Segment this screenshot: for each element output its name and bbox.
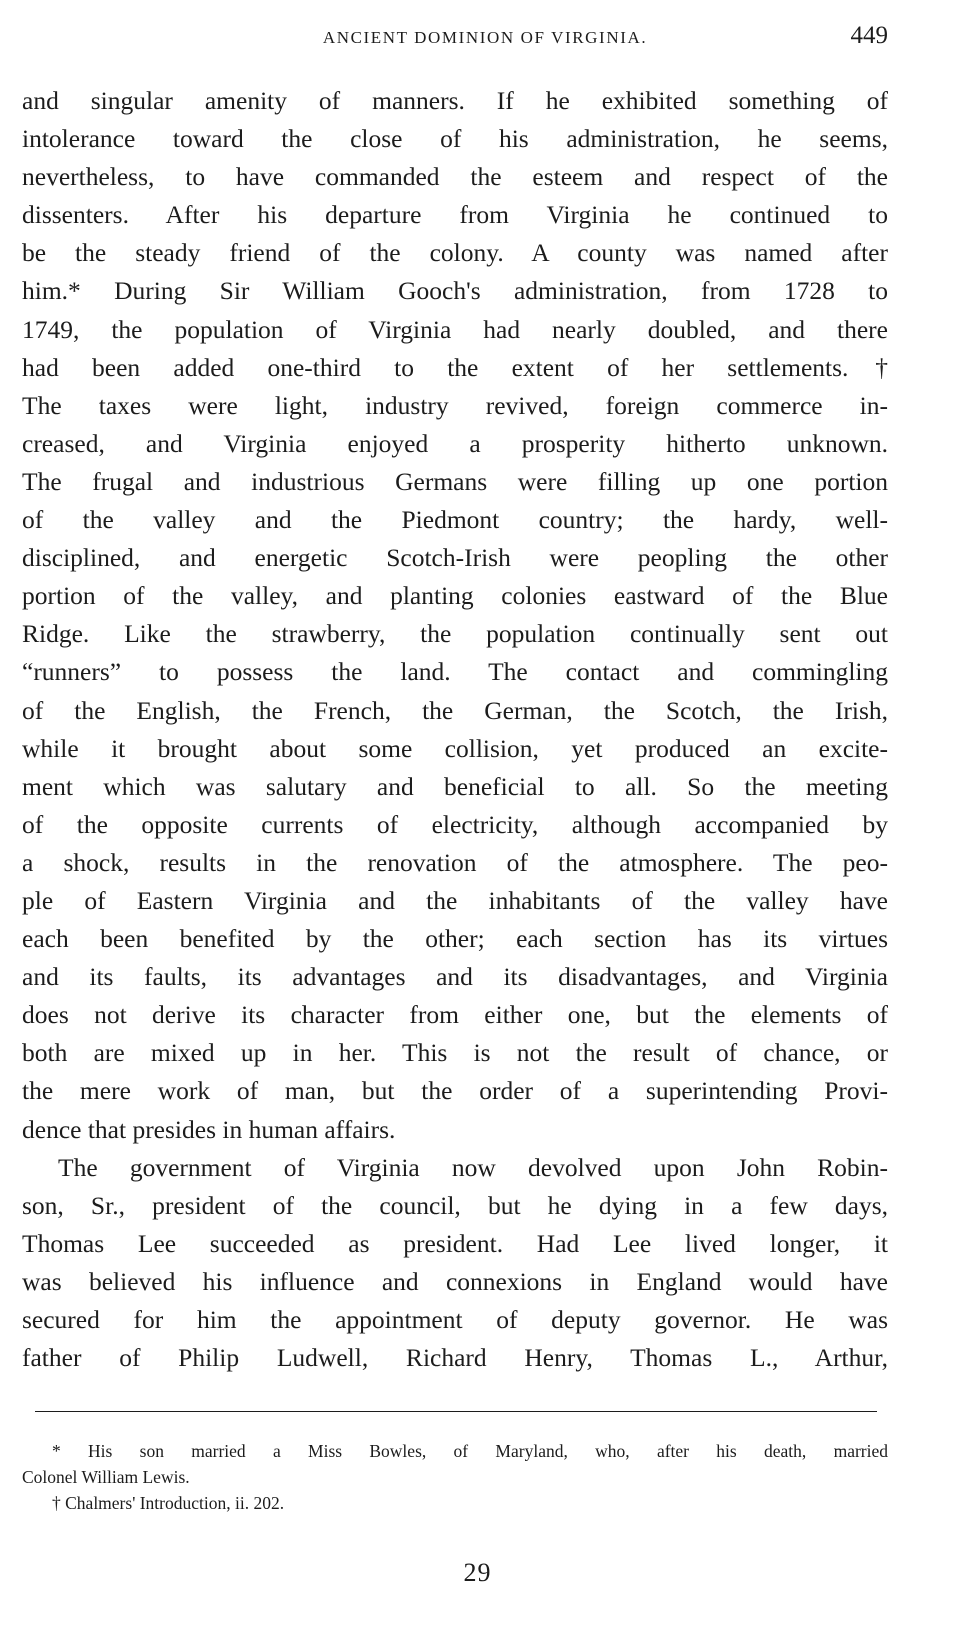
text-line: The taxes were light, industry revived, foreign commerce in- [22,390,888,420]
page-number: 449 [850,22,888,49]
footnote-divider [35,1411,877,1412]
paragraph-start-line: The government of Virginia now devolved upon John Robin- [58,1152,888,1182]
body-text [22,82,888,1377]
text-line: The frugal and industrious Germans were filling up one portion [22,466,888,496]
text-line: intolerance toward the close of his administration, he seems, [22,124,888,154]
text-line: the mere work of man, but the order of a superintending Provi- [22,1076,888,1106]
signature-mark: 29 [463,1558,492,1587]
text-line: 1749, the population of Virginia had nearly doubled, and there [22,314,888,344]
text-line: ple of Eastern Virginia and the inhabitants of the valley have [22,885,888,915]
text-line: and its faults, its advantages and its disadvantages, and Virginia [22,962,888,992]
text-line: ment which was salutary and beneficial to all. So the meeting [22,771,888,801]
text-line: creased, and Virginia enjoyed a prosperity hitherto unknown. [22,428,888,458]
running-title: ANCIENT DOMINION OF VIRGINIA. [322,28,648,47]
footnote-line: * His son married a Miss Bowles, of Maryland, who, after his death, married [52,1441,888,1461]
text-line: a shock, results in the renovation of the atmosphere. The peo- [22,847,888,877]
running-head [22,22,888,54]
text-line: dissenters. After his departure from Virginia he continued to [22,200,888,230]
text-line: and singular amenity of manners. If he exhibited something of [22,86,888,115]
text-line: him.* During Sir William Gooch's administration, from 1728 to [22,276,888,306]
footnotes [22,1438,888,1516]
footnote-line: † Chalmers' Introduction, ii. 202. [52,1493,285,1513]
footnote-line: Colonel William Lewis. [22,1467,190,1487]
text-line: each been benefited by the other; each section has its virtues [22,924,888,954]
text-line: of the English, the French, the German, the Scotch, the Irish, [22,695,888,725]
text-line: son, Sr., president of the council, but he dying in a few days, [22,1190,888,1220]
text-line: was believed his influence and connexions in England would have [22,1266,888,1296]
text-line: nevertheless, to have commanded the esteem and respect of the [22,162,888,192]
text-line: while it brought about some collision, yet produced an excite- [22,733,888,763]
paragraph-end-line: dence that presides in human affairs. [22,1114,396,1144]
text-line: does not derive its character from either one, but the elements of [22,1000,888,1030]
text-line: disciplined, and energetic Scotch-Irish were peopling the other [22,543,888,573]
text-line: both are mixed up in her. This is not the result of chance, or [22,1038,888,1068]
text-line: Ridge. Like the strawberry, the population continually sent out [22,619,888,649]
text-line: “runners” to possess the land. The contact and commingling [22,657,888,687]
text-line: of the opposite currents of electricity, although accompanied by [22,809,888,839]
text-line: father of Philip Ludwell, Richard Henry, Thomas L., Arthur, [22,1343,888,1373]
text-line: secured for him the appointment of deputy governor. He was [22,1305,888,1334]
text-line: Thomas Lee succeeded as president. Had Lee lived longer, it [22,1228,888,1258]
text-line: had been added one-third to the extent of her settlements.† [22,352,888,382]
text-line: of the valley and the Piedmont country; the hardy, well- [22,505,888,535]
text-line: be the steady friend of the colony. A county was named after [22,238,888,268]
text-line: portion of the valley, and planting colonies eastward of the Blue [22,581,888,611]
